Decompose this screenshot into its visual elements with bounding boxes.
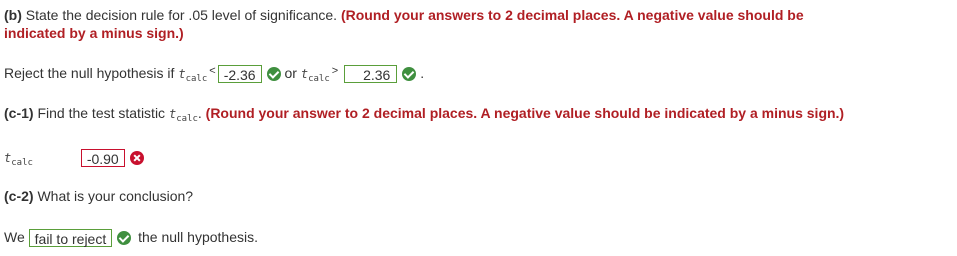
t-calc-variable: $t_{calc}$	[4, 151, 33, 168]
part-b-label: (b)	[4, 7, 22, 23]
part-b-question-cont	[4, 24, 184, 42]
check-circle-icon	[267, 67, 281, 81]
upper-critical-value-input[interactable]: 2.36	[344, 65, 397, 83]
greater-than-sign: >	[331, 65, 339, 77]
check-circle-icon	[117, 231, 131, 245]
part-c1-instruction: (Round your answer to 2 decimal places. A negative value should be indicated by a minus sign.)	[205, 105, 845, 121]
x-circle-icon	[130, 151, 144, 165]
conclusion-suffix: the null hypothesis.	[138, 229, 258, 245]
part-b-prompt: State the decision rule for .05 level of significance.	[25, 7, 338, 23]
part-c2-label: (c-2)	[4, 188, 34, 204]
end-period: .	[420, 65, 425, 81]
part-c2-question	[4, 187, 193, 205]
part-c1-question	[4, 104, 844, 125]
conclusion-prefix: We	[4, 229, 25, 245]
t-calc-variable: $t_{calc}$	[300, 67, 330, 84]
decision-rule-row	[4, 63, 424, 86]
part-c1-label: (c-1)	[4, 105, 34, 121]
t-calc-variable: $t_{calc}$	[168, 107, 198, 124]
less-than-sign: <	[209, 65, 216, 77]
test-statistic-input[interactable]: -0.90	[81, 149, 125, 167]
part-c1-period: .	[197, 105, 202, 121]
t-calc-variable: $t_{calc}$	[178, 67, 208, 84]
check-circle-icon	[402, 67, 416, 81]
part-c2-prompt: What is your conclusion?	[37, 188, 194, 204]
test-stat-row	[4, 147, 144, 170]
part-b-question	[4, 6, 804, 24]
part-c1-prompt: Find the test statistic	[37, 105, 166, 121]
conclusion-row	[4, 227, 258, 247]
or-text: or	[284, 65, 297, 81]
part-b-instruction-2: indicated by a minus sign.)	[4, 25, 184, 41]
part-b-instruction-1: (Round your answers to 2 decimal places. A negative value should be	[340, 7, 804, 23]
lower-critical-value-input[interactable]: -2.36	[218, 65, 262, 83]
conclusion-select[interactable]: fail to reject	[29, 229, 113, 247]
decision-rule-prefix: Reject the null hypothesis if	[4, 65, 175, 81]
